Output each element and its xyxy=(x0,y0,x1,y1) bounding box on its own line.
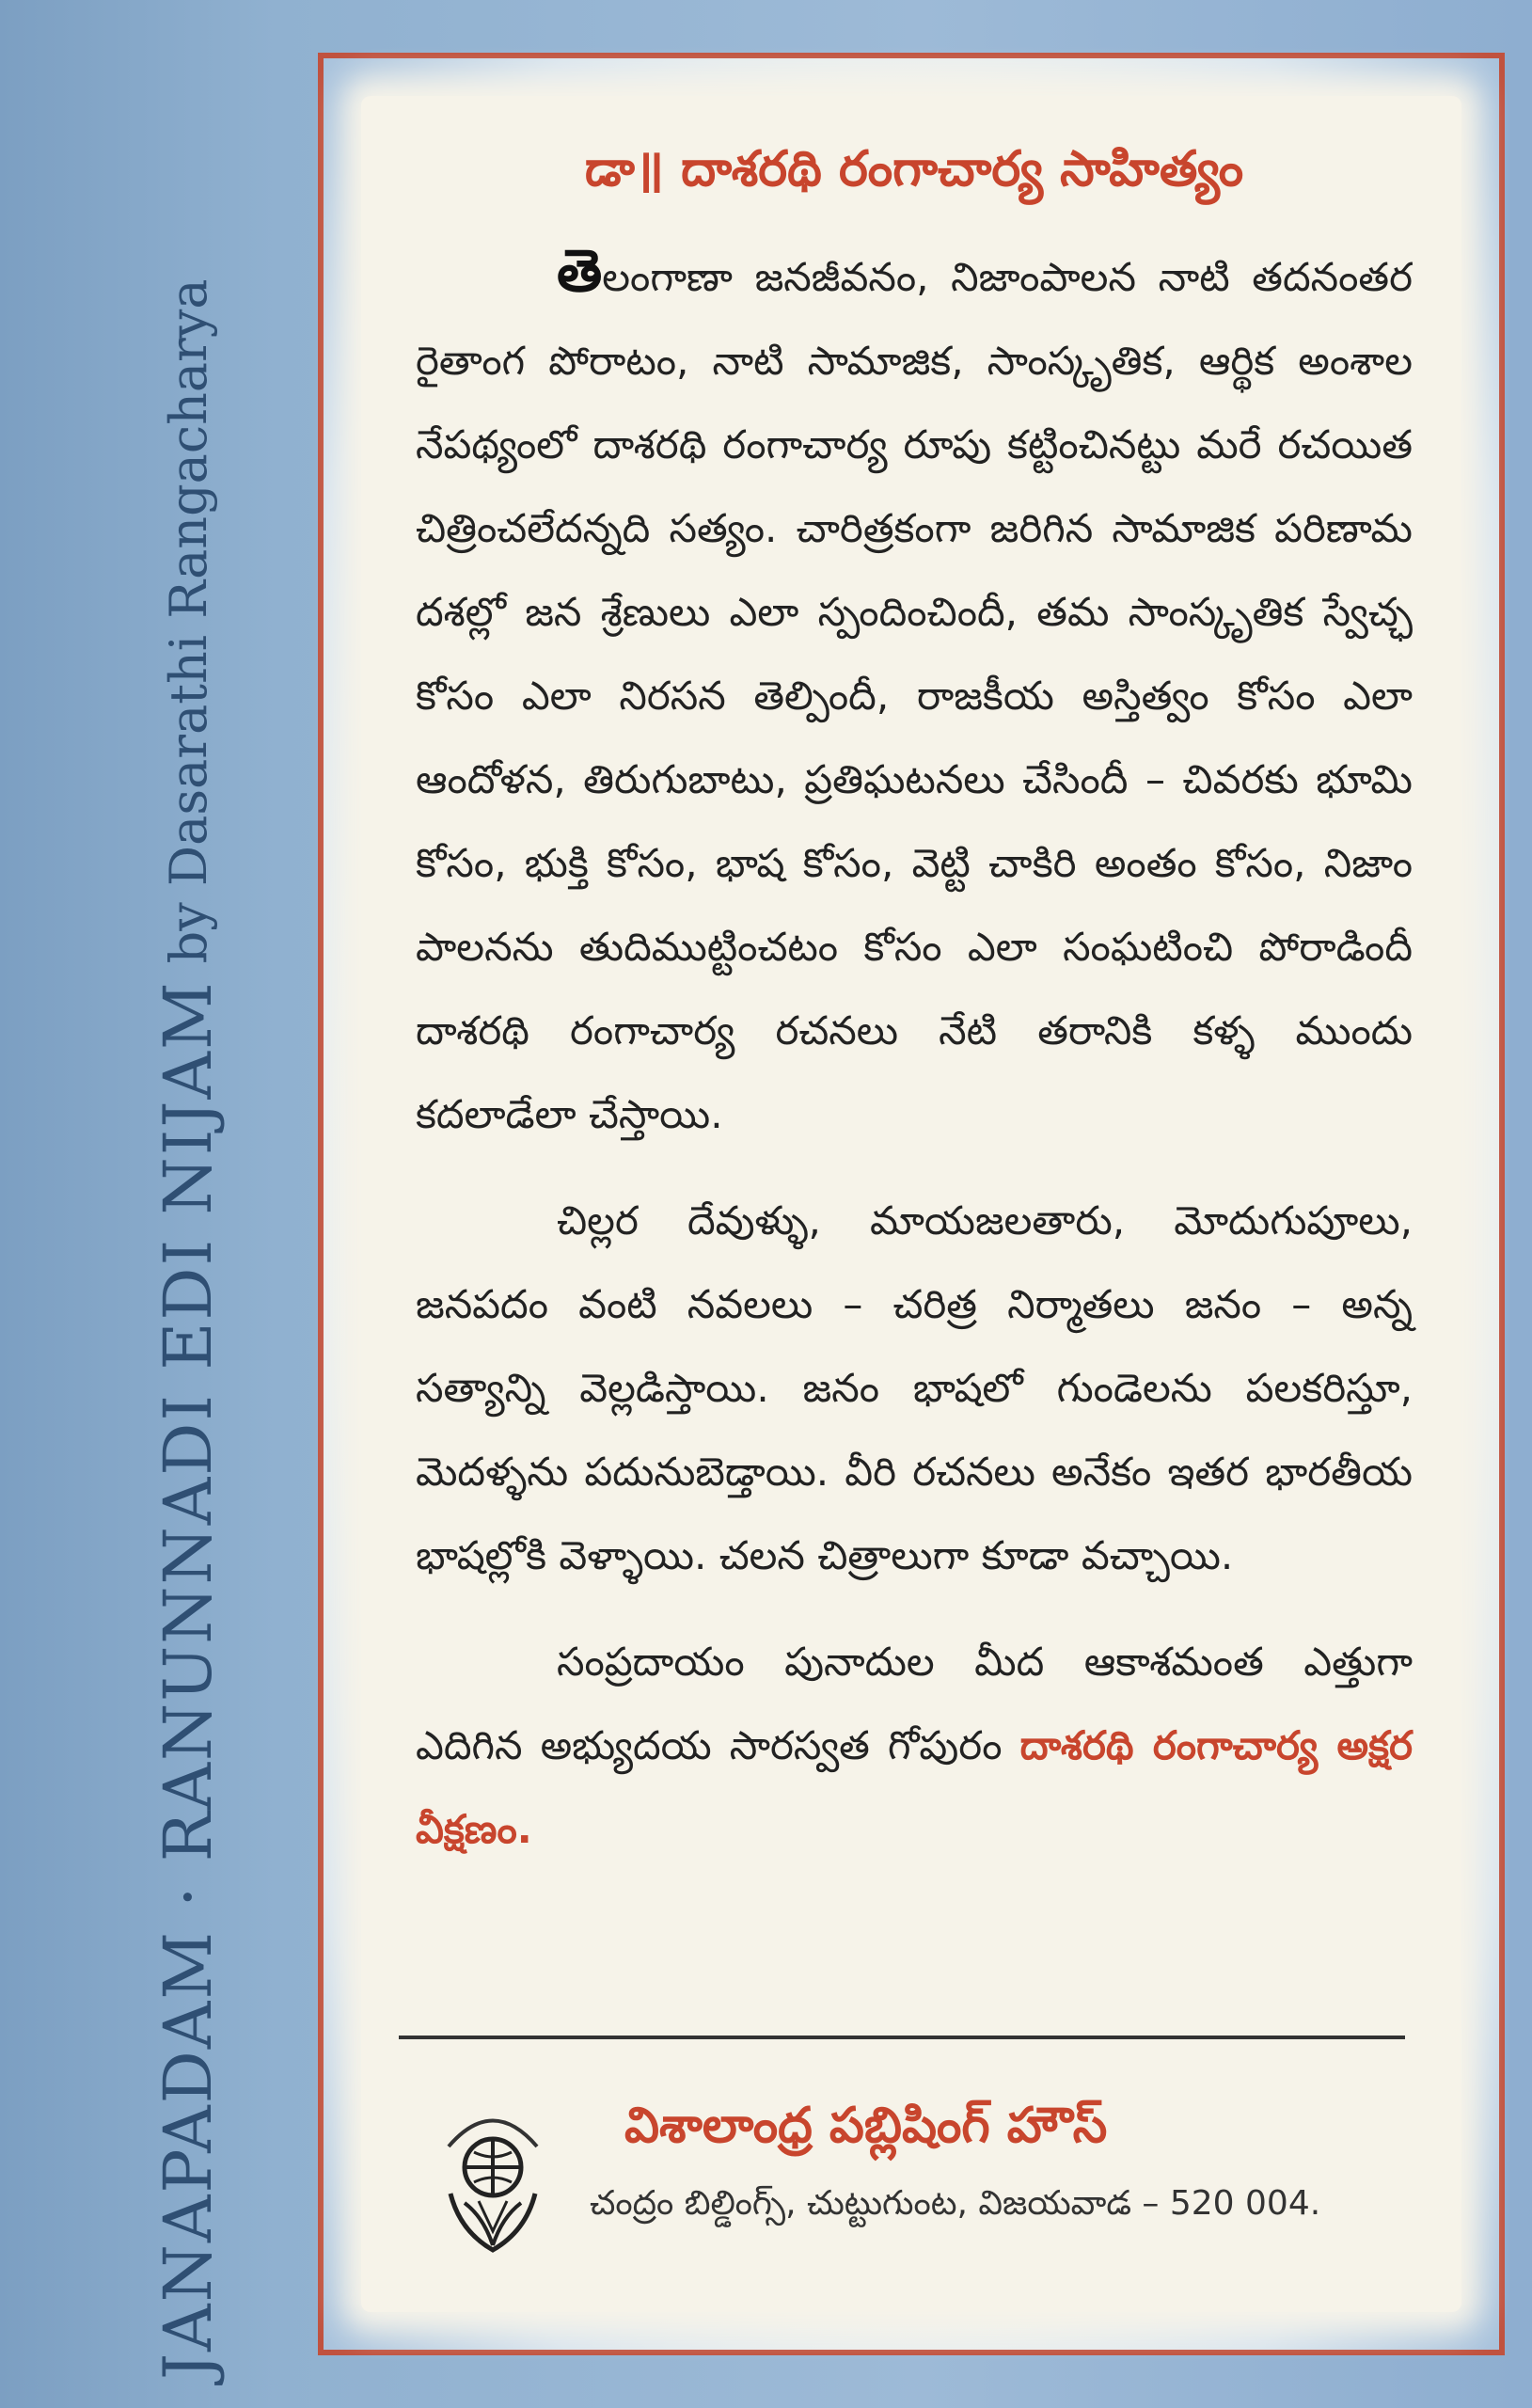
publisher-block xyxy=(432,2090,1429,2259)
blurb-paragraph-3 xyxy=(416,1620,1413,1871)
paragraph-1-text: లంగాణా జనజీవనం, నిజాంపాలన నాటి తదనంతర రైతాంగ పోరాటం, నాటి సామాజిక, సాంస్కృతిక, ఆర్థిక అంశాల నేపథ్యంలో దాశరథి రంగాచార్య రూపు కట్టించినట్టు మరే రచయిత చిత్రించలేదన్నది సత్యం. చారిత్రకంగా జరిగిన సామాజిక పరిణామ దశల్లో జన శ్రేణులు ఎలా స్పందించిందీ, తమ సాంస్కృతిక స్వేచ్ఛ కోసం ఎలా నిరసన తెల్పిందీ, రాజకీయ అస్తిత్వం కోసం ఎలా ఆందోళన, తిరుగుబాటు, ప్రతిఘటనలు చేసిందీ – చివరకు భూమి కోసం, భుక్తి కోసం, భాష కోసం, వెట్టి చాకిరి అంతం కోసం, నిజాం పాలనను తుదిముట్టించటం కోసం ఎలా సంఘటించి పోరాడిందీ దాశరథి రంగాచార్య రచనలు నేటి తరానికి కళ్ళ ముందు కదలాడేలా చేస్తాయి. xyxy=(416,254,1413,1137)
spine-author: by Dasarathi Rangacharya xyxy=(158,278,218,964)
blurb-paragraph-2: చిల్లర దేవుళ్ళు, మాయజలతారు, మోదుగుపూలు, జనపదం వంటి నవలలు – చరిత్ర నిర్మాతలు జనం – అన్న సత్యాన్ని వెల్లడిస్తాయి. జనం భాషలో గుండెలను పలకరిస్తూ, మెదళ్ళను పదునుబెడ్తాయి. వీరి రచనలు అనేకం ఇతర భారతీయ భాషల్లోకి వెళ్ళాయి. చలన చిత్రాలుగా కూడా వచ్చాయి. xyxy=(416,1197,1413,1578)
divider-rule xyxy=(399,2036,1405,2039)
publisher-logo-icon xyxy=(432,2090,554,2259)
publisher-address: చంద్రం బిల్డింగ్స్, చుట్టుగుంట, విజయవాడ – 520 004. xyxy=(590,2184,1321,2223)
blurb-paragraph-1 xyxy=(416,229,1413,1156)
publisher-name: విశాలాంధ్ర పబ్లిషింగ్ హౌస్ xyxy=(624,2098,1108,2154)
paragraph-3-highlight: దాశరథి రంగాచార్య అక్షర వీక్షణం. xyxy=(416,1722,1413,1852)
spine-text xyxy=(122,9,254,2380)
drop-cap: తె xyxy=(557,236,603,305)
blurb-content xyxy=(416,141,1413,1871)
spine-title: JANAPADAM · RANUNNADI EDI NIJAM xyxy=(150,980,227,2380)
paragraph-3-text: సంప్రదాయం పునాదుల మీద ఆకాశమంత ఎత్తుగా ఎదిగిన అభ్యుదయ సారస్వత గోపురం xyxy=(416,1639,1413,1768)
blurb-panel xyxy=(318,53,1505,2355)
blurb-heading: డా॥ దాశరథి రంగాచార్య సాహిత్యం xyxy=(584,141,1244,198)
